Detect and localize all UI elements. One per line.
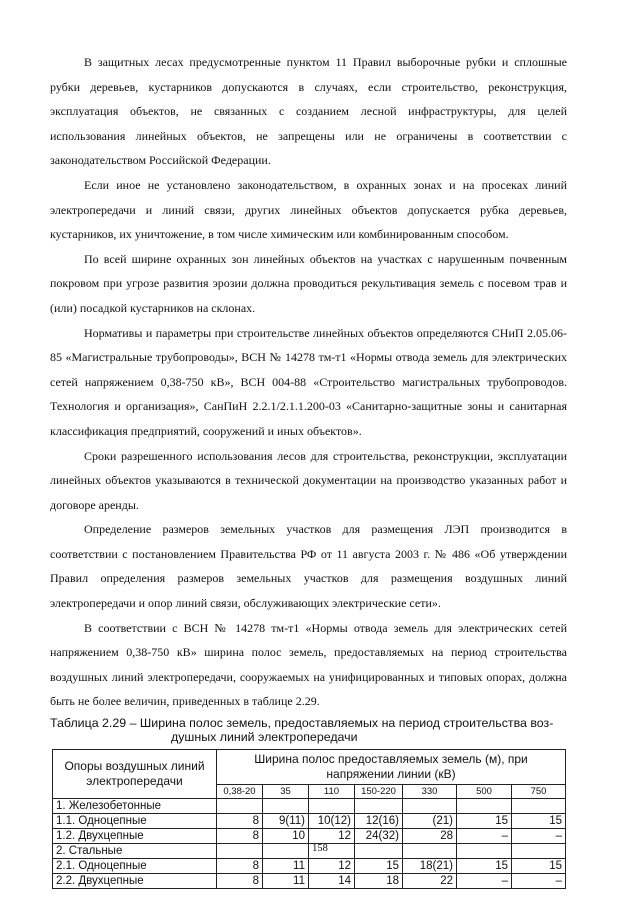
paragraph-strip-width: В соответствии с ВСН № 14278 тм-т1 «Нормы отвода земель для электрических сетей напряжением 0,38-750 кВ» ширина полос земель, предоставляемых на период строительства воздушных линий электропередачи, сооружаемых на унифицированных и типовых опорах, должна быть не более величин, приведенных в таблице 2.29. [50, 620, 567, 709]
row-label: 2.2. Двухцепные [53, 874, 217, 889]
paragraph-recultivation: По всей ширине охранных зон линейных объектов на участках с нарушенным почвенным покровом при угрозе развития эрозии должна проводиться рекультивация земель с посевом трав и (или) посадкой кустарников на склонах. [50, 251, 567, 315]
voltage-header: 750 [512, 785, 566, 799]
value-cell: 15 [457, 814, 512, 829]
table-caption-line-1: Таблица 2.29 – Ширина полос земель, предоставляемых на период строительства воз- [50, 716, 554, 731]
value-cell: 12 [309, 859, 355, 874]
value-cell: – [457, 829, 512, 844]
value-cell: 22 [403, 874, 457, 889]
table-row [53, 829, 566, 844]
header-strip-width: Ширина полос предоставляемых земель (м), при напряжении линии (кВ) [217, 750, 566, 785]
group-label: 1. Железобетонные [53, 799, 217, 814]
empty-cell [355, 799, 403, 814]
value-cell: 8 [217, 859, 263, 874]
table-caption-line-2: душных линий электропередачи [171, 730, 358, 745]
value-cell: 8 [217, 829, 263, 844]
table-group-row [53, 799, 566, 814]
table-row [53, 814, 566, 829]
empty-cell [457, 799, 512, 814]
value-cell: 18 [355, 874, 403, 889]
value-cell: 9(11) [263, 814, 309, 829]
value-cell: 12(16) [355, 814, 403, 829]
value-cell: 18(21) [403, 859, 457, 874]
value-cell: 14 [309, 874, 355, 889]
strip-width-table [52, 749, 566, 889]
voltage-header: 150-220 [355, 785, 403, 799]
value-cell: 24(32) [355, 829, 403, 844]
voltage-header: 330 [403, 785, 457, 799]
value-cell: (21) [403, 814, 457, 829]
value-cell: 28 [403, 829, 457, 844]
value-cell: 15 [512, 814, 566, 829]
paragraph-usage-terms: Сроки разрешенного использования лесов для строительства, реконструкции, эксплуатации линейных объектов указываются в технической документации на производство указанных работ и договоре аренды. [50, 448, 567, 512]
voltage-header: 110 [309, 785, 355, 799]
empty-cell [512, 799, 566, 814]
paragraph-protective-forests: В защитных лесах предусмотренные пунктом 11 Правил выборочные рубки и сплошные рубки деревьев, кустарников допускаются в случаях, если строительство, реконструкция, эксплуатация объектов, не связанных с созданием лесной инфраструктуры, для целей использования линейных объектов, не запрещены или не ограничены в соответствии с законодательством Российской Федерации. [50, 55, 567, 168]
group-label: 2. Стальные [53, 844, 217, 859]
value-cell: 12 [309, 829, 355, 844]
page-number: 158 [312, 843, 328, 854]
paragraph-norms: Нормативы и параметры при строительстве линейных объектов определяются СНиП 2.05.06-85 «Магистральные трубопроводы», ВСН № 14278 тм-т1 «Нормы отвода земель для электрических сетей напряжением 0,38-750 кВ», ВСН 004-88 «Строительство магистральных трубопроводов. Технология и организация», СанПиН 2.2.1/2.1.1.200-03 «Санитарно-защитные зоны и санитарная классификация предприятий, сооружений и иных объектов». [50, 325, 567, 438]
value-cell: – [512, 829, 566, 844]
value-cell: 15 [355, 859, 403, 874]
row-label: 1.1. Одноцепные [53, 814, 217, 829]
empty-cell [403, 799, 457, 814]
value-cell: 10 [263, 829, 309, 844]
empty-cell [309, 799, 355, 814]
empty-cell [217, 799, 263, 814]
voltage-header: 500 [457, 785, 512, 799]
row-label: 2.1. Одноцепные [53, 859, 217, 874]
value-cell: – [457, 874, 512, 889]
voltage-header: 35 [263, 785, 309, 799]
voltage-header: 0,38-20 [217, 785, 263, 799]
value-cell: 15 [512, 859, 566, 874]
table-row [53, 859, 566, 874]
row-label: 1.2. Двухцепные [53, 829, 217, 844]
value-cell: 8 [217, 874, 263, 889]
value-cell: 11 [263, 859, 309, 874]
table-row [53, 874, 566, 889]
value-cell: 11 [263, 874, 309, 889]
value-cell: 10(12) [309, 814, 355, 829]
table-caption [50, 716, 567, 744]
header-supports: Опоры воздушных линий электропередачи [53, 750, 217, 799]
paragraph-protected-zones: Если иное не установлено законодательством, в охранных зонах и на просеках линий электропередачи и линий связи, других линейных объектов допускается рубка деревьев, кустарников, их уничтожение, в том числе химическим или комбинированным способом. [50, 177, 567, 242]
value-cell: 8 [217, 814, 263, 829]
paragraph-lep-land-size: Определение размеров земельных участков для размещения ЛЭП производится в соответствии с постановлением Правительства РФ от 11 августа 2003 г. № 486 «Об утверждении Правил определения размеров земельных участков для размещения воздушных линий электропередачи и опор линий связи, обслуживающих электрические сети». [50, 522, 567, 611]
value-cell: – [512, 874, 566, 889]
empty-cell [263, 799, 309, 814]
value-cell: 15 [457, 859, 512, 874]
page-content [50, 50, 567, 889]
